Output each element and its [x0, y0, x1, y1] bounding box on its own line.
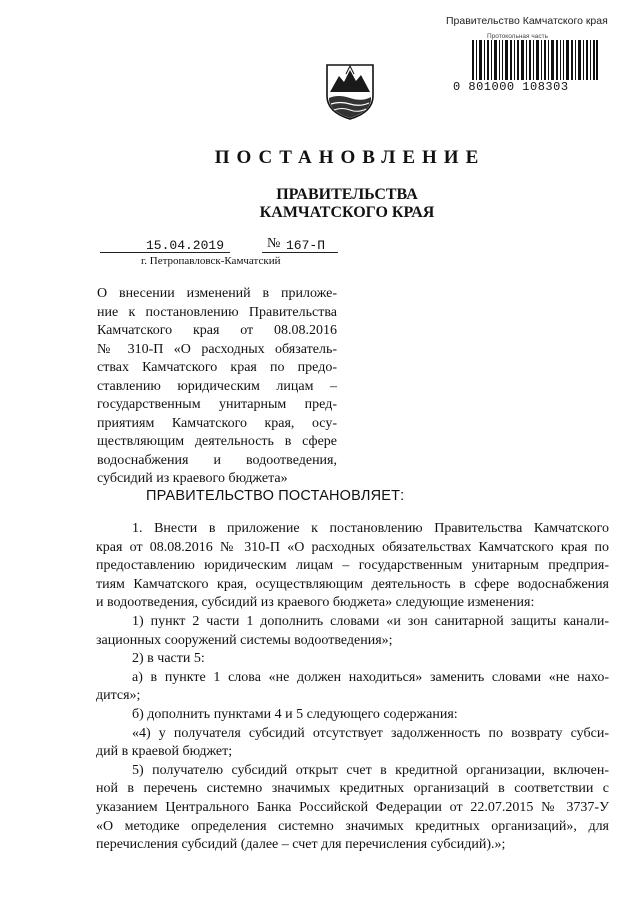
document-body	[96, 520, 609, 855]
city: г. Петропавловск-Камчатский	[141, 255, 281, 267]
org-name-line2: КАМЧАТСКОГО КРАЯ	[259, 204, 435, 221]
body-line: дится»;	[96, 688, 141, 704]
stamp-title: Правительство Камчатского края	[446, 15, 608, 27]
subject-line: приятиям Камчатского края, осу-	[97, 415, 337, 431]
body-line: края от 08.08.2016 № 310-П «О расходных обязательствах Камчатского края по	[96, 539, 609, 555]
subject-line: ставлению юридическим лицам –	[97, 378, 337, 394]
subject-line: субсидий из краевого бюджета»	[97, 471, 288, 486]
body-line: указанием Центрального Банка Российской Федерации от 22.07.2015 № 3737-У	[96, 799, 609, 815]
date-number-line	[100, 238, 338, 252]
subject-line: № 310-П «О расходных обязатель-	[97, 341, 337, 357]
subject-line: ствах Камчатского края по предо-	[97, 360, 337, 375]
subject-line: Камчатского края от 08.08.2016	[97, 323, 337, 338]
body-line: перечисления субсидий (далее – счет для перечисления субсидий).»;	[96, 837, 506, 853]
body-line: и водоотведения, субсидий из краевого бюджета» следующие изменения:	[96, 595, 535, 611]
barcode-digits: 0 801000 108303	[453, 80, 569, 94]
barcode	[472, 40, 598, 80]
document-type: ПОСТАНОВЛЕНИЕ	[214, 147, 486, 168]
body-line: «О методике определения системно значимых кредитных организаций», для	[96, 818, 609, 834]
body-line: зационных сооружений системы водоотведения»;	[96, 632, 393, 648]
subject-line: ние к постановлению Правительства	[97, 304, 337, 320]
body-line: дий в краевой бюджет;	[96, 744, 233, 760]
date-underline	[100, 252, 230, 253]
subject-line: государственным унитарным пред-	[97, 397, 337, 412]
document-date: 15.04.2019	[146, 238, 225, 253]
subject-line: водоснабжения и водоотведения,	[97, 452, 337, 468]
document-number: 167-П	[286, 238, 326, 253]
stamp-subtitle: Протокольная часть	[487, 33, 548, 40]
org-name-line1: ПРАВИТЕЛЬСТВА	[276, 186, 418, 203]
body-line: 2) в части 5:	[132, 651, 205, 667]
body-line: 1) пункт 2 части 1 дополнить словами «и зон санитарной защиты канали-	[132, 613, 609, 629]
body-line: а) в пункте 1 слова «не должен находиться» заменить словами «не нахо-	[132, 669, 609, 685]
body-line: 1. Внести в приложение к постановлению Правительства Камчатского	[132, 521, 609, 536]
body-line: 5) получателю субсидий открыт счет в кредитной организации, включен-	[132, 762, 609, 778]
body-line: тиям Камчатского края, осуществляющим деятельность в сфере водоснабжения	[96, 576, 609, 592]
document-subject	[97, 285, 337, 489]
body-line: «4) у получателя субсидий отсутствует задолженность по возврату субси-	[132, 725, 609, 741]
body-line: ной в перечень системно значимых кредитных организаций в соответствии с	[96, 781, 609, 797]
body-line: б) дополнить пунктами 4 и 5 следующего содержания:	[132, 706, 458, 722]
number-underline	[262, 252, 338, 253]
subject-line: ществляющим деятельность в сфере	[97, 434, 337, 449]
number-sign: №	[267, 236, 281, 251]
subject-line: О внесении изменений в приложе-	[97, 286, 337, 301]
body-line: предоставлению юридическим лицам – государственным унитарным предприя-	[96, 558, 609, 574]
decree-heading: ПРАВИТЕЛЬСТВО ПОСТАНОВЛЯЕТ:	[146, 488, 405, 504]
coat-of-arms-icon	[324, 62, 376, 120]
